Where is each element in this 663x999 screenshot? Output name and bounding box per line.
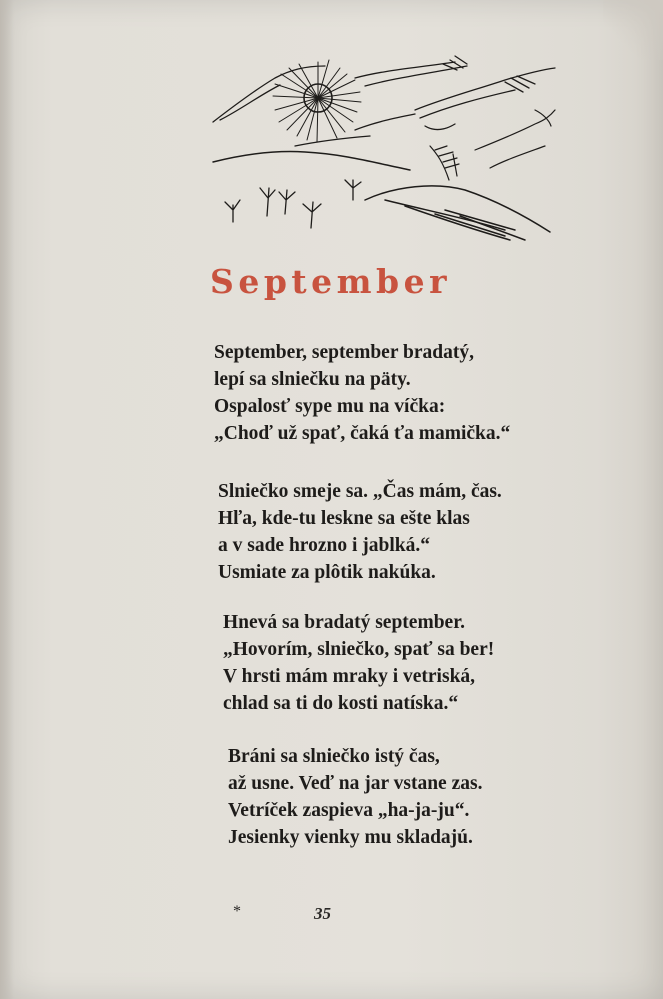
poem-line: Usmiate za plôtik nakúka. bbox=[218, 562, 436, 583]
poem-line: Slniečko smeje sa. „Čas mám, čas. bbox=[218, 481, 502, 502]
poem-line: Jesienky vienky mu skladajú. bbox=[228, 827, 473, 848]
poem-line: Bráni sa slniečko istý čas, bbox=[228, 746, 440, 767]
poem-line: Hľa, kde-tu leskne sa ešte klas bbox=[218, 508, 470, 529]
asterisk-mark: * bbox=[233, 903, 241, 920]
poem-line: September, september bradatý, bbox=[214, 342, 474, 363]
page-number: 35 bbox=[314, 904, 331, 923]
poem-line: Hnevá sa bradatý september. bbox=[223, 612, 465, 633]
poem-line: „Choď už spať, čaká ťa mamička.“ bbox=[214, 423, 511, 444]
stanza-2 bbox=[218, 478, 502, 586]
stanza-3 bbox=[223, 609, 494, 717]
poem-line: chlad sa ti do kosti natíska.“ bbox=[223, 693, 459, 714]
poem-line: a v sade hrozno i jablká.“ bbox=[218, 535, 431, 556]
page-corner bbox=[603, 0, 663, 60]
sun-landscape-sketch-icon bbox=[205, 50, 560, 250]
stanza-4 bbox=[228, 743, 482, 851]
poem-line: Vetríček zaspieva „ha-ja-ju“. bbox=[228, 800, 470, 821]
poem-line: až usne. Veď na jar vstane zas. bbox=[228, 773, 483, 794]
stanza-1 bbox=[214, 339, 510, 447]
poem-line: lepí sa slniečku na päty. bbox=[214, 369, 411, 390]
poem-line: „Hovorím, slniečko, spať sa ber! bbox=[223, 639, 495, 660]
poem-line: V hrsti mám mraky i vetriská, bbox=[223, 666, 476, 687]
poem-title: September bbox=[210, 262, 452, 301]
poem-line: Ospalosť sype mu na víčka: bbox=[214, 396, 446, 417]
